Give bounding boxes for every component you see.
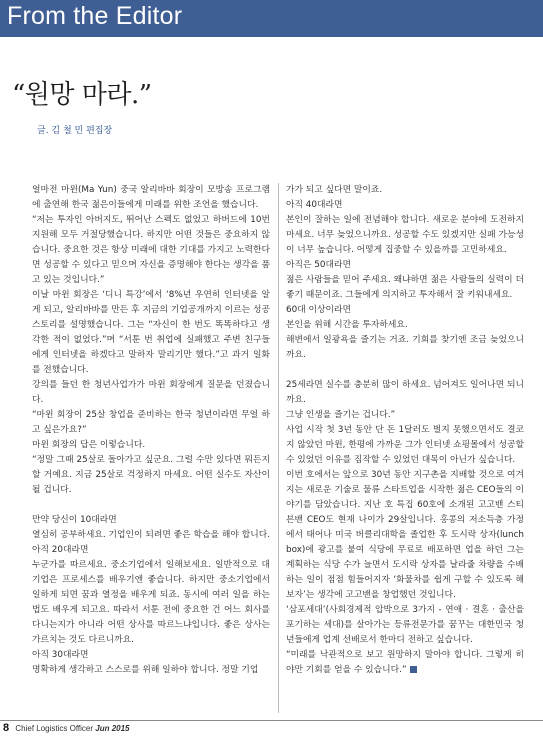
paragraph: 사업 시작 첫 3년 동안 단 돈 1달러도 벌지 못했으면서도 결코 지 않았던 마윈, 한평에 가까운 그가 인터넷 쇼핑몰에서 성공할 수 있었던 이유를 짐작할 수 있었던 대목이 아닌가 싶습니다. (286, 425, 524, 465)
paragraph: 본인을 위해 시간을 투자하세요. (286, 320, 408, 330)
paragraph: 만약 당신이 10대라면 (32, 515, 117, 525)
page-footer (3, 722, 130, 734)
issue-date: Jun 2015 (95, 724, 130, 733)
paragraph: ‘삼포세대’(사회경제적 압박으로 3가지 - 연애 · 결혼 · 출산을 포기하는 세대)를 살아가는 등류전문가를 꿈꾸는 대한민국 청년들에게 업계 선배로서 한마디 전하고 싶습니다. (286, 605, 524, 645)
header-band (0, 0, 543, 37)
paragraph: 아직은 50대라면 (286, 260, 351, 270)
footer-rule (0, 720, 543, 721)
article-byline: 글. 김 철 민 편집장 (37, 126, 113, 136)
paragraph: 25세라면 실수를 충분히 많이 하세요. 넘어져도 일어나면 되니까요. (286, 380, 524, 405)
paragraph: 명확하게 생각하고 스스로를 위해 일하야 합니다. 정말 기업 (32, 665, 259, 675)
paragraph: “마윈 회장이 25살 창업을 준비하는 한국 청년이라면 무얼 하고 싶은가요?” (32, 410, 270, 435)
paragraph: 아직 30대라면 (32, 650, 89, 660)
paragraph: 누군가를 따르세요. 중소기업에서 일해보세요. 일반적으로 대기업은 프로세스를 배우기엔 좋습니다. 하지만 중소기업에서 일하게 되면 꿈과 열정을 배우게 되죠. 동시에 여러 일을 하는 법도 배우게 되고요. 따라서 서툰 전에 중요한 건 어느 회사를 다니는지가 아니라 어떤 상사를 따르느냐입니다. 좋은 상사는 가르치는 것도 다르니까요. (32, 560, 270, 645)
closing-quote: “미래를 낙관적으로 보고 원망하지 말아야 합니다. 그렇게 히야만 기회를 얻을 수 있습니다.” (286, 650, 524, 675)
paragraph: 얼마전 마윈(Ma Yun) 중국 알리바바 회장이 모방송 프로그램에 출연해 한국 젊은이들에게 미래를 위한 조언을 했습니다. (32, 185, 270, 210)
paragraph: “정말 그때 25살로 돌아가고 싶군요. 그럴 수만 있다면 뭐든지 할 거예요. 지금 25살로 걱정하지 마세요. 어떤 실수도 자산이 될 겁니다. (32, 455, 270, 495)
article-column-left (32, 183, 270, 678)
paragraph: 열심히 공부하세요. 기업인이 되려면 좋은 학습을 해야 합니다. 아직 20대라면 (32, 530, 270, 555)
paragraph: 그냥 인생을 즐기는 겁니다.” (286, 410, 396, 420)
magazine-name: Chief Logistics Officer (15, 724, 94, 733)
article-column-right (286, 183, 524, 678)
paragraph: “저는 투자인 아버지도, 뛰어난 스펙도 없었고 하버드에 10번 지원해 모두 거절당했습니다. 하지만 어떤 것들은 중요하지 않습니다. 중요한 것은 항상 미래에 대한 기대를 가지고 노력한다면 성공할 수 있다고 믿으며 자신을 증명해야 한다는 생각을 품고 있는 것입니다.” (32, 215, 270, 285)
paragraph: 해변에서 일광욕을 즐기는 거죠. 기회를 찾기엔 조금 늦었으니까요. (286, 335, 524, 360)
paragraph: 젊은 사람들을 믿어 주세요. 왜냐하면 젊은 사람들의 실력이 더 좋기 때문이죠. 그들에게 의지하고 투자해서 잘 키워내세요. (286, 275, 524, 300)
page-number: 8 (3, 722, 10, 734)
paragraph: 60대 이상이라면 (286, 305, 351, 315)
section-title: From the Editor (7, 2, 183, 30)
end-mark-icon (410, 666, 417, 673)
paragraph: 아직 40대라면 (286, 200, 343, 210)
paragraph: 본인이 잘하는 일에 전념해야 합니다. 새로운 분야에 도전하지 마세요. 너무 늦었으니까요. 성공할 수도 있겠지만 실패 가능성이 너무 높습니다. 어떻게 집중할 수 있을까를 고민하세요. (286, 215, 524, 255)
paragraph: 강의를 들던 한 청년사업가가 마윈 회장에게 질문을 던졌습니다. (32, 380, 270, 405)
paragraph: 마윈 회장의 답은 이렇습니다. (32, 440, 146, 450)
column-divider (278, 183, 279, 713)
paragraph: 이번 호에서는 앞으로 30년 동안 지구촌을 지배할 것으로 여겨지는 새로운 기술로 물류 스타트업을 시작한 젊은 CEO들의 이야기를 담았습니다. 지난 호 특집 60호에 소개된 고고밴 스티븐밴 CEO도 현재 나이가 29살입니다. 홍콩의 저소득층 가정에서 태어나 미국 버클리대학을 졸업한 후 도시락 상자(lunchbox)에 광고를 붙여 식당에 무료로 배포하면 업을 하던 그는 계획하는 식당 수가 늘면서 도시락 상자를 날라줄 차량을 수배하는 일이 점점 힘들어지자 ‘화물차를 쉽게 구할 수 있도록 해보자’는 생각에 고고밴을 창업했던 것입니다. (286, 470, 524, 600)
paragraph: 이날 마윈 회장은 ‘디니 특강’에서 ‘8%년 우연히 인터넷을 알게 되고, 알리바바를 만든 후 지금의 기업공개까지 이르는 성공스토리를 설명했습니다. 그는 “자신이 한 번도 똑똑하다고 생각한 적이 없었다.”며 “서툰 번 취업에 실패했고 주변 친구들에게 인터넷을 하겠다고 말하자 말리기만 했다.”고 과거 일화를 전했습니다. (32, 290, 270, 375)
paragraph: 가가 되고 싶다면 말이죠. (286, 185, 383, 195)
paragraph-last (286, 648, 524, 678)
article-headline: “원망 마라.” (12, 80, 152, 110)
